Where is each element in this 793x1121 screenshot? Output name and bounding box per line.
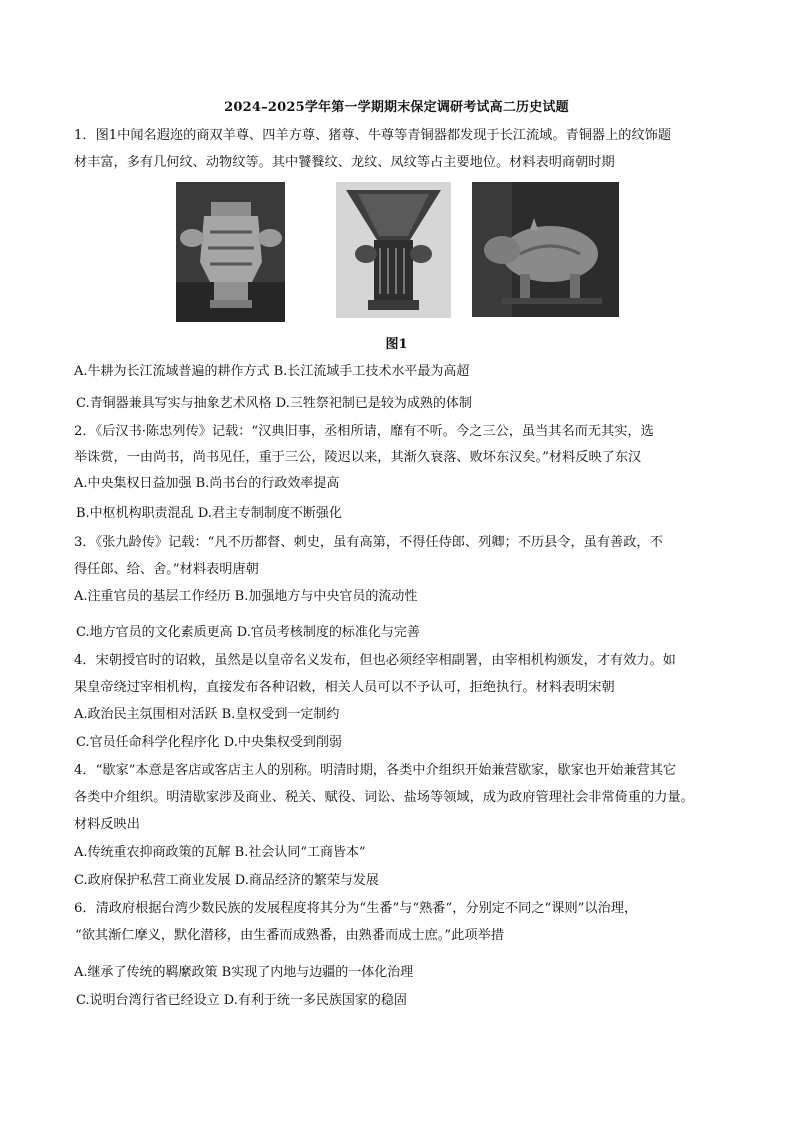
q3-line-1: 3．《张九龄传》记载：“凡不历都督、刺史，虽有高第，不得任侍郎、列卿；不历县令，虽有善政，不 (74, 535, 663, 550)
q2-line-2: 举诛赏，一由尚书，尚书见任，重于三公，陵迟以来，其渐久衰落、败坏东汉矣。”材料反映了东汉 (74, 450, 642, 465)
bronze-double-ram-zun-photo (176, 182, 285, 322)
q5-line-2: 各类中介组织。明清歇家涉及商业、税关、赋役、词讼、盐场等领域，成为政府管理社会非常倚重的力量。 (74, 790, 694, 805)
exam-title: 2024–2025学年第一学期期末保定调研考试高二历史试题 (224, 100, 569, 115)
figure-caption: 图1 (385, 337, 408, 352)
q1-line-2: 材丰富，多有几何纹、动物纹等。其中饕餮纹、龙纹、凤纹等占主要地位。材料表明商朝时期 (74, 155, 615, 170)
q4-line-2: 果皇帝绕过宰相机构，直接发布各种诏敕，相关人员可以不予认可，拒绝执行。材料表明宋朝 (74, 680, 615, 695)
q2-options-cd: B.中枢机构职责混乱 D.君主专制制度不断强化 (76, 506, 342, 521)
q3-options-ab: A.注重官员的基层工作经历 B.加强地方与中央官员的流动性 (74, 589, 418, 604)
q5-options-cd: C.政府保护私营工商业发展 D.商品经济的繁荣与发展 (74, 873, 379, 888)
bronze-four-ram-square-zun-photo (336, 182, 451, 318)
q5-line-1: 4．“歇家”本意是客店或客店主人的别称。明清时期，各类中介组织开始兼营歇家，歇家也开始兼营其它 (74, 763, 677, 778)
q3-line-2: 得任郎、给、舍。”材料表明唐朝 (74, 562, 259, 577)
q4-options-ab: A.政治民主氛围相对活跃 B.皇权受到一定制约 (74, 707, 340, 722)
q2-options-ab: A.中央集权日益加强 B.尚书台的行政效率提高 (74, 476, 340, 491)
q1-line-1: 1．图1中闻名遐迩的商双羊尊、四羊方尊、猪尊、牛尊等青铜器都发现于长江流域。青铜器上的纹饰题 (74, 128, 672, 143)
q6-options-cd: C.说明台湾行省已经设立 D.有利于统一多民族国家的稳固 (76, 993, 407, 1008)
q5-options-ab: A.传统重农抑商政策的瓦解 B.社会认同“工商皆本” (74, 845, 366, 860)
q6-line-1: 6．清政府根据台湾少数民族的发展程度将其分为“生番”与“熟番”，分别定不同之“课则”以治理， (74, 901, 638, 916)
q1-options-cd: C.青铜器兼具写实与抽象艺术风格 D.三牲祭祀制已是较为成熟的体制 (76, 396, 472, 411)
q6-options-ab: A.继承了传统的羁縻政策 B实现了内地与边疆的一体化治理 (74, 965, 414, 980)
q4-options-cd: C.官员任命科学化程序化 D.中央集权受到削弱 (76, 735, 342, 750)
q6-line-2: “欲其渐仁摩义，默化潜移，由生番而成熟番，由熟番而成士庶。”此项举措 (75, 928, 504, 943)
q1-options-ab: A.牛耕为长江流域普遍的耕作方式 B.长江流域手工技术水平最为高超 (74, 364, 470, 379)
q4-line-1: 4．宋朝授官时的诏敕，虽然是以皇帝名义发布，但也必须经宰相副署，由宰相机构颁发，才有效力。如 (74, 653, 676, 668)
q2-line-1: 2．《后汉书·陈忠列传》记载：“汉典旧事，丞相所请，靡有不听。今之三公，虽当其名而无其实，选 (74, 424, 654, 439)
q5-line-3: 材料反映出 (74, 817, 140, 832)
q3-options-cd: C.地方官员的文化素质更高 D.官员考核制度的标准化与完善 (76, 625, 420, 640)
bronze-ox-zun-photo (472, 182, 619, 317)
